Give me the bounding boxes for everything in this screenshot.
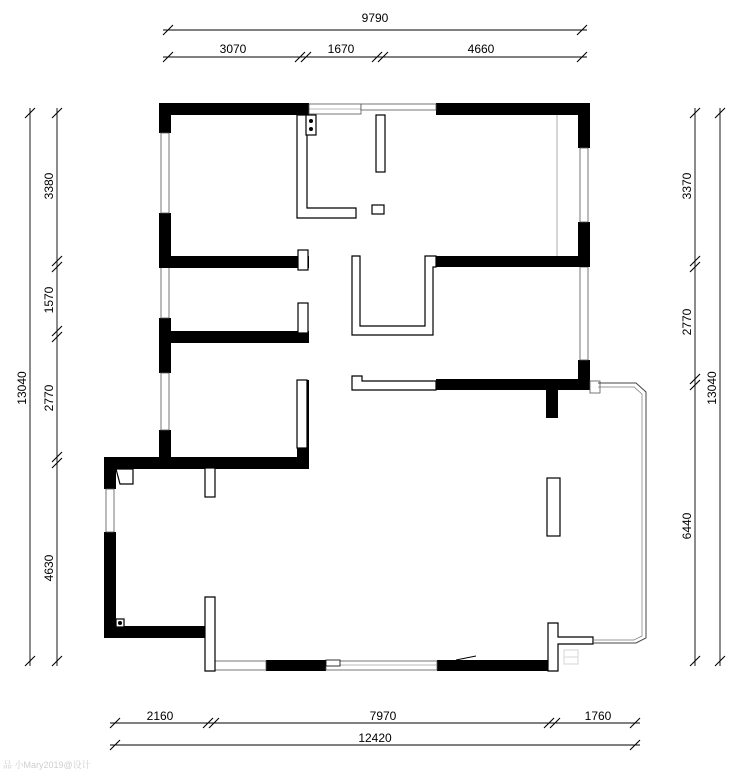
right-total-label: 13040 [705, 371, 719, 405]
bottom-total-label: 12420 [358, 731, 392, 745]
watermark-text: 品 小Mary2019@设计 [3, 760, 91, 770]
right-a-label: 3370 [680, 172, 694, 200]
logo-mark [564, 650, 578, 664]
left-c-label: 2770 [42, 384, 56, 412]
top-total-label: 9790 [361, 11, 389, 25]
top-c-label: 4660 [467, 42, 495, 56]
partitions [116, 115, 593, 671]
right-dimensions [680, 108, 725, 666]
right-b-label: 2770 [680, 308, 694, 336]
walls [104, 103, 590, 671]
bottom-a-label: 2160 [146, 709, 174, 723]
left-d-label: 4630 [42, 554, 56, 582]
left-b-label: 1570 [42, 286, 56, 314]
top-dimensions [163, 11, 587, 62]
top-b-label: 1670 [327, 42, 355, 56]
bottom-c-label: 1760 [584, 709, 612, 723]
right-c-label: 6440 [680, 512, 694, 540]
top-a-label: 3070 [219, 42, 247, 56]
bottom-dimensions [110, 709, 640, 750]
bottom-b-label: 7970 [369, 709, 397, 723]
left-a-label: 3380 [42, 172, 56, 200]
left-dimensions [15, 108, 62, 666]
balcony [590, 381, 646, 643]
left-total-label: 13040 [15, 371, 29, 405]
